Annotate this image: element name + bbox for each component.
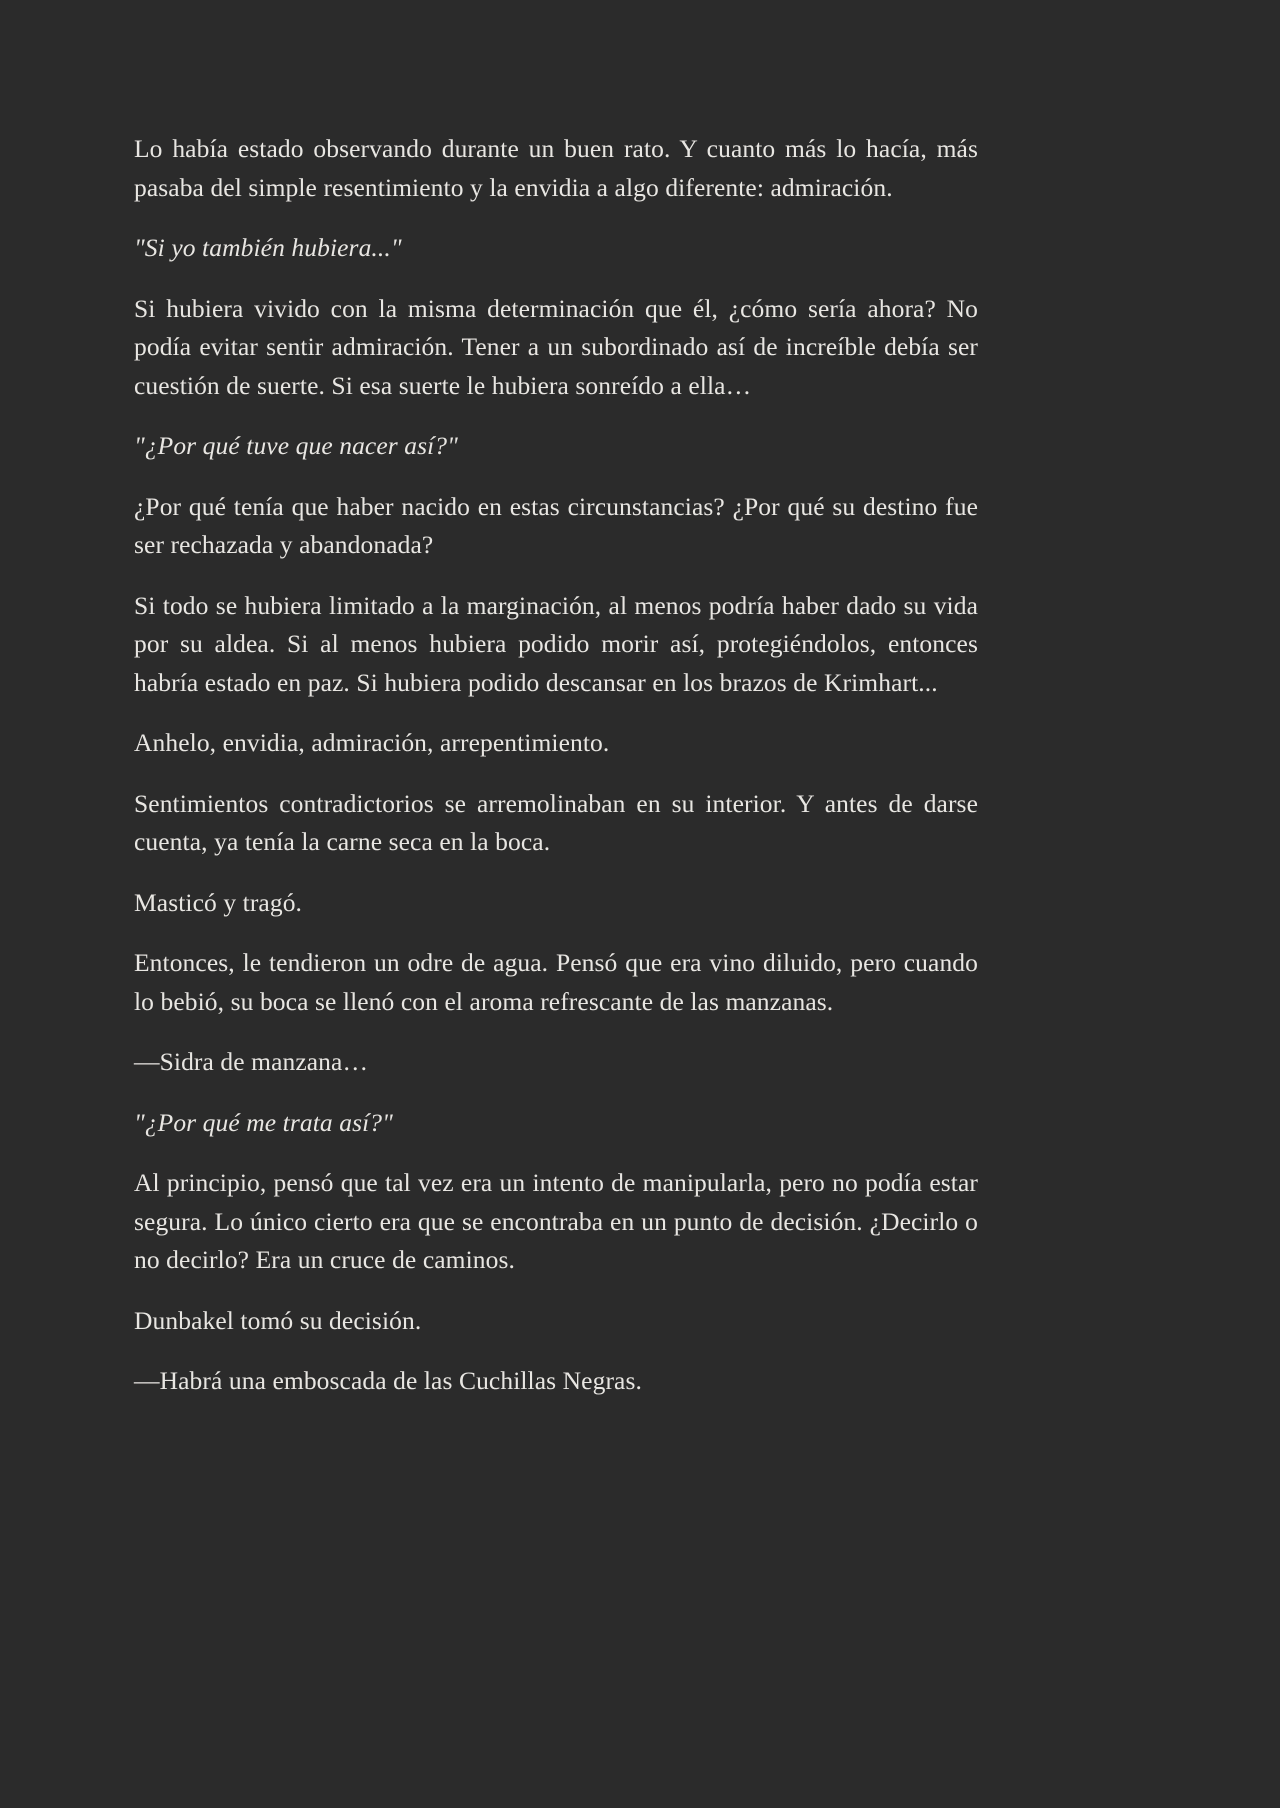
paragraph-5: Anhelo, envidia, admiración, arrepentimiento. — [134, 728, 610, 757]
inner-thought-1: "Si yo también hubiera..." — [134, 233, 402, 262]
paragraph-2: Si hubiera vivido con la misma determinación que él, ¿cómo sería ahora? No podía evitar sentir admiración. Tener a un subordinado así de increíble debía ser cuestión de suerte. Si esa suerte le hubiera sonreído a ella… — [134, 293, 978, 400]
inner-thought-2: "¿Por qué tuve que nacer así?" — [134, 431, 458, 460]
paragraph-9: Al principio, pensó que tal vez era un intento de manipularla, pero no podía estar segura. Lo único cierto era que se encontraba en un punto de decisión. ¿Decirlo o no decirlo? Era un cruce de caminos. — [134, 1168, 978, 1274]
inner-thought-3: "¿Por qué me trata así?" — [134, 1107, 393, 1137]
paragraph-3: ¿Por qué tenía que haber nacido en estas circunstancias? ¿Por qué su destino fue ser rechazada y abandonada? — [134, 491, 978, 559]
text-column — [134, 130, 978, 1401]
paragraph-10: Dunbakel tomó su decisión. — [134, 1305, 422, 1335]
paragraph-1: Lo había estado observando durante un buen rato. Y cuanto más lo hacía, más pasaba del simple resentimiento y la envidia a algo diferente: admiración. — [134, 134, 978, 202]
dialogue-line-1: —Sidra de manzana… — [134, 1047, 369, 1076]
paragraph-6: Sentimientos contradictorios se arremolinaban en su interior. Y antes de darse cuenta, ya tenía la carne seca en la boca. — [134, 788, 978, 856]
dialogue-line-2: —Habrá una emboscada de las Cuchillas Negras. — [134, 1366, 642, 1395]
paragraph-7: Masticó y tragó. — [134, 887, 303, 917]
paragraph-8: Entonces, le tendieron un odre de agua. Pensó que era vino diluido, pero cuando lo bebió, su boca se llenó con el aroma refrescante de las manzanas. — [134, 948, 978, 1016]
paragraph-4: Si todo se hubiera limitado a la marginación, al menos podría haber dado su vida por su aldea. Si al menos hubiera podido morir así, protegiéndolos, entonces habría estado en paz. Si hubiera podido descansar en los brazos de Krimhart... — [134, 590, 978, 697]
